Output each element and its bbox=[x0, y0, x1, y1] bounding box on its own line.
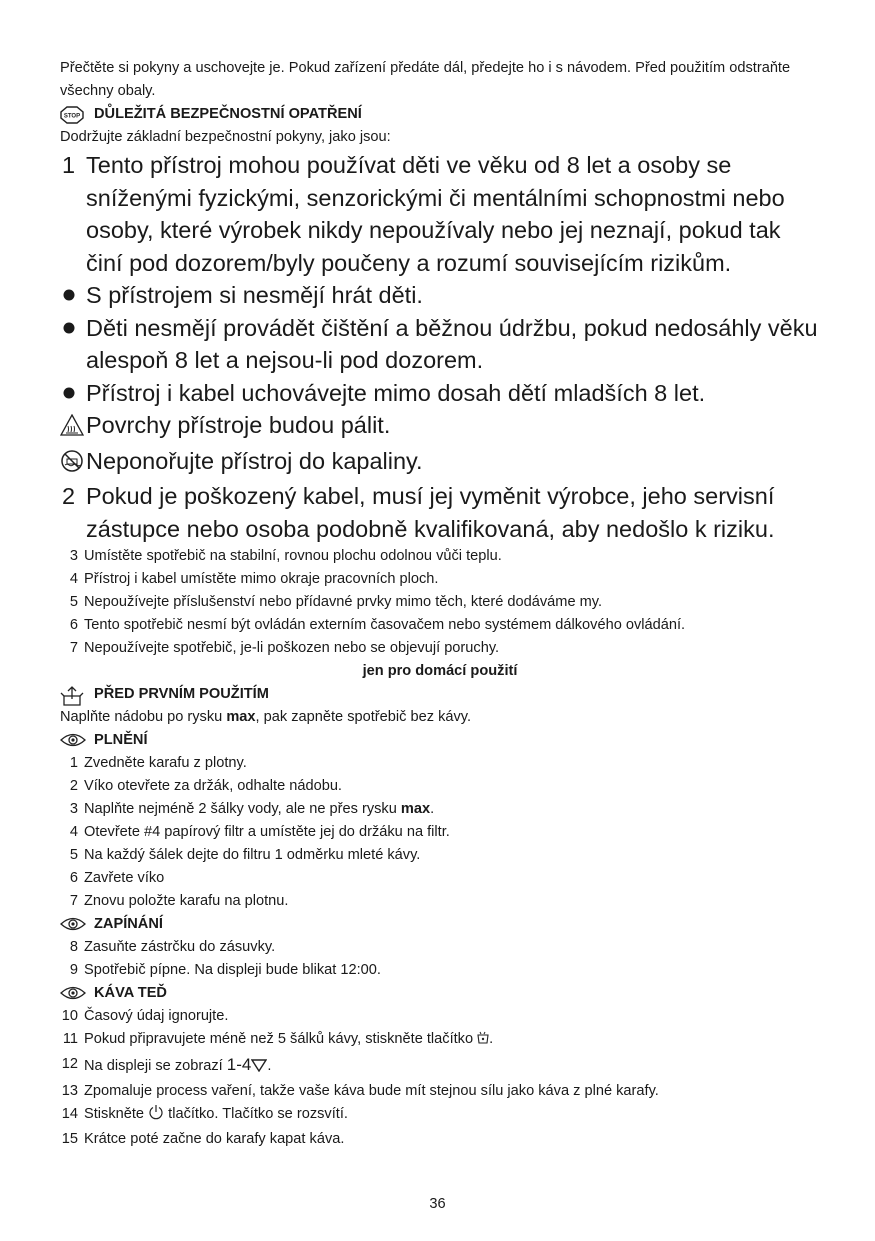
list-item bbox=[60, 149, 820, 279]
text-part: . bbox=[267, 1058, 272, 1074]
item-number: 1 bbox=[69, 755, 78, 771]
page-number: 36 bbox=[429, 1196, 446, 1212]
hot-surface-warning-icon bbox=[60, 409, 86, 445]
eye-icon bbox=[60, 732, 86, 750]
list-item bbox=[60, 1028, 820, 1053]
item-number: 9 bbox=[69, 962, 78, 978]
list-item bbox=[60, 1103, 820, 1128]
cup-display-icon bbox=[251, 1057, 267, 1080]
item-number: 2 bbox=[62, 483, 76, 509]
list-item bbox=[60, 1128, 820, 1151]
text-part: tlačítko. Tlačítko se rozsvítí. bbox=[168, 1106, 348, 1122]
item-text bbox=[84, 1053, 820, 1080]
list-item bbox=[60, 637, 820, 660]
max-label: max bbox=[226, 709, 256, 725]
item-text: Zasuňte zástrčku do zásuvky. bbox=[84, 939, 276, 955]
item-number: 6 bbox=[69, 870, 78, 886]
item-text: Zvedněte karafu z plotny. bbox=[84, 755, 247, 771]
item-number: 10 bbox=[61, 1008, 78, 1024]
list-item bbox=[60, 614, 820, 637]
text-part: Pokud připravujete méně než 5 šálků kávy, stiskněte tlačítko bbox=[84, 1031, 474, 1047]
small-cup-button-icon bbox=[477, 1030, 489, 1053]
text-part: , pak zapněte spotřebič bez kávy. bbox=[255, 709, 472, 725]
item-text: Nepoužívejte příslušenství nebo přídavné prvky mimo těch, které dodáváme my. bbox=[84, 594, 603, 610]
coffee-now-list bbox=[60, 1005, 820, 1151]
intro-text: Přečtěte si pokyny a uschovejte je. Pokud zařízení předáte dál, předejte ho i s návodem. Před použitím odstraňte všechny obaly. bbox=[60, 60, 791, 99]
item-number: 1 bbox=[62, 152, 76, 178]
list-item bbox=[60, 480, 820, 545]
text-part: Naplňte nádobu po rysku bbox=[60, 709, 227, 725]
safety-large-list bbox=[60, 149, 820, 545]
svg-text:STOP: STOP bbox=[63, 113, 81, 119]
text-part: Naplňte nejméně 2 šálky vody, ale ne přes rysku bbox=[84, 801, 401, 817]
first-use-heading bbox=[60, 683, 820, 706]
unpack-box-icon bbox=[60, 686, 86, 704]
safety-subtitle: Dodržujte základní bezpečnostní pokyny, jako jsou: bbox=[60, 129, 391, 145]
bullet-icon bbox=[60, 279, 86, 312]
item-text: Otevřete #4 papírový filtr a umístěte jej do držáku na filtr. bbox=[84, 824, 450, 840]
filling-heading bbox=[60, 729, 820, 752]
list-item bbox=[60, 545, 820, 568]
list-item bbox=[60, 1005, 820, 1028]
text-part: . bbox=[489, 1031, 494, 1047]
filling-list bbox=[60, 752, 820, 913]
item-number: 7 bbox=[69, 640, 78, 656]
filling-title: PLNĚNÍ bbox=[94, 732, 148, 748]
item-number: 3 bbox=[69, 801, 78, 817]
item-number: 5 bbox=[69, 847, 78, 863]
manual-page bbox=[60, 57, 820, 1151]
item-text: Spotřebič pípne. Na displeji bude blikat 12:00. bbox=[84, 962, 381, 978]
safety-title: DŮLEŽITÁ BEZPEČNOSTNÍ OPATŘENÍ bbox=[94, 106, 362, 122]
domestic-use-note: jen pro domácí použití bbox=[362, 663, 518, 679]
item-number: 3 bbox=[69, 548, 78, 564]
list-item bbox=[60, 445, 820, 481]
item-number: 2 bbox=[69, 778, 78, 794]
list-item bbox=[60, 959, 820, 982]
item-text: Tento přístroj mohou používat děti ve věku od 8 let a osoby se sníženými fyzickými, senzorickými či mentálními schopnostmi nebo osoby, které výrobek nikdy nepoužívaly nebo jej neznají, pokud tak činí pod dozorem/byly poučeny a rozumí souvisejícím rizikům. bbox=[86, 152, 785, 276]
text-part: . bbox=[430, 801, 435, 817]
item-text: Umístěte spotřebič na stabilní, rovnou plochu odolnou vůči teplu. bbox=[84, 548, 502, 564]
list-item bbox=[60, 798, 820, 821]
list-item bbox=[60, 377, 820, 410]
list-item bbox=[60, 279, 820, 312]
item-text: Přístroj i kabel umístěte mimo okraje pracovních ploch. bbox=[84, 571, 439, 587]
item-number: 4 bbox=[69, 571, 78, 587]
eye-icon bbox=[60, 985, 86, 1003]
item-number: 14 bbox=[61, 1106, 78, 1122]
item-text: Přístroj i kabel uchovávejte mimo dosah dětí mladších 8 let. bbox=[86, 379, 706, 406]
item-text: Tento spotřebič nesmí být ovládán externím časovačem nebo systémem dálkového ovládání. bbox=[84, 617, 686, 633]
list-item bbox=[60, 1053, 820, 1080]
list-item bbox=[60, 1080, 820, 1103]
switching-on-heading bbox=[60, 913, 820, 936]
item-number: 12 bbox=[61, 1056, 78, 1072]
item-text: Víko otevřete za držák, odhalte nádobu. bbox=[84, 778, 342, 794]
item-number: 11 bbox=[62, 1031, 78, 1047]
display-readout: 1-4 bbox=[226, 1055, 252, 1074]
list-item bbox=[60, 867, 820, 890]
coffee-now-heading bbox=[60, 982, 820, 1005]
item-number: 8 bbox=[69, 939, 78, 955]
item-number: 7 bbox=[69, 893, 78, 909]
item-text bbox=[84, 798, 820, 821]
list-item bbox=[60, 936, 820, 959]
safety-heading bbox=[60, 103, 820, 126]
list-item bbox=[60, 752, 820, 775]
item-number: 6 bbox=[69, 617, 78, 633]
item-text: S přístrojem si nesmějí hrát děti. bbox=[86, 282, 423, 308]
no-immerse-icon bbox=[60, 445, 86, 481]
bullet-icon bbox=[60, 377, 86, 410]
list-item bbox=[60, 409, 820, 445]
item-number: 13 bbox=[61, 1083, 78, 1099]
item-text: Časový údaj ignorujte. bbox=[84, 1008, 229, 1024]
list-item bbox=[60, 844, 820, 867]
first-use-title: PŘED PRVNÍM POUŽITÍM bbox=[94, 686, 269, 702]
list-item bbox=[60, 775, 820, 798]
switching-on-list bbox=[60, 936, 820, 982]
item-number: 4 bbox=[69, 824, 78, 840]
stop-icon bbox=[60, 106, 86, 124]
list-item bbox=[60, 312, 820, 377]
item-text bbox=[84, 1103, 820, 1128]
item-text: Neponořujte přístroj do kapaliny. bbox=[86, 447, 423, 474]
bullet-icon bbox=[60, 312, 86, 377]
list-item bbox=[60, 568, 820, 591]
item-text bbox=[84, 1028, 820, 1053]
item-text: Pokud je poškozený kabel, musí jej vyměnit výrobce, jeho servisní zástupce nebo osoba podobně kvalifikovaná, aby nedošlo k riziku. bbox=[86, 483, 775, 542]
item-text: Zavřete víko bbox=[84, 870, 165, 886]
item-text: Povrchy přístroje budou pálit. bbox=[86, 412, 391, 438]
item-text: Děti nesmějí provádět čištění a běžnou údržbu, pokud nedosáhly věku alespoň 8 let a nejsou-li pod dozorem. bbox=[86, 314, 818, 373]
item-text: Na každý šálek dejte do filtru 1 odměrku mleté kávy. bbox=[84, 847, 421, 863]
text-part: Stiskněte bbox=[84, 1106, 145, 1122]
first-use-text bbox=[60, 706, 820, 729]
switching-on-title: ZAPÍNÁNÍ bbox=[94, 916, 163, 932]
item-text: Nepoužívejte spotřebič, je-li poškozen nebo se objevují poruchy. bbox=[84, 640, 500, 656]
power-icon bbox=[148, 1104, 164, 1128]
item-text: Krátce poté začne do karafy kapat káva. bbox=[84, 1131, 345, 1147]
coffee-now-title: KÁVA TEĎ bbox=[94, 985, 167, 1001]
item-text: Znovu položte karafu na plotnu. bbox=[84, 893, 289, 909]
item-number: 5 bbox=[69, 594, 78, 610]
list-item bbox=[60, 890, 820, 913]
safety-small-list bbox=[60, 545, 820, 660]
list-item bbox=[60, 591, 820, 614]
max-label: max bbox=[400, 801, 431, 817]
item-number: 15 bbox=[61, 1131, 78, 1147]
text-part: Na displeji se zobrazí bbox=[84, 1058, 223, 1074]
item-text: Zpomaluje process vaření, takže vaše káva bude mít stejnou sílu jako káva z plné karafy. bbox=[84, 1083, 659, 1099]
list-item bbox=[60, 821, 820, 844]
eye-icon bbox=[60, 916, 86, 934]
